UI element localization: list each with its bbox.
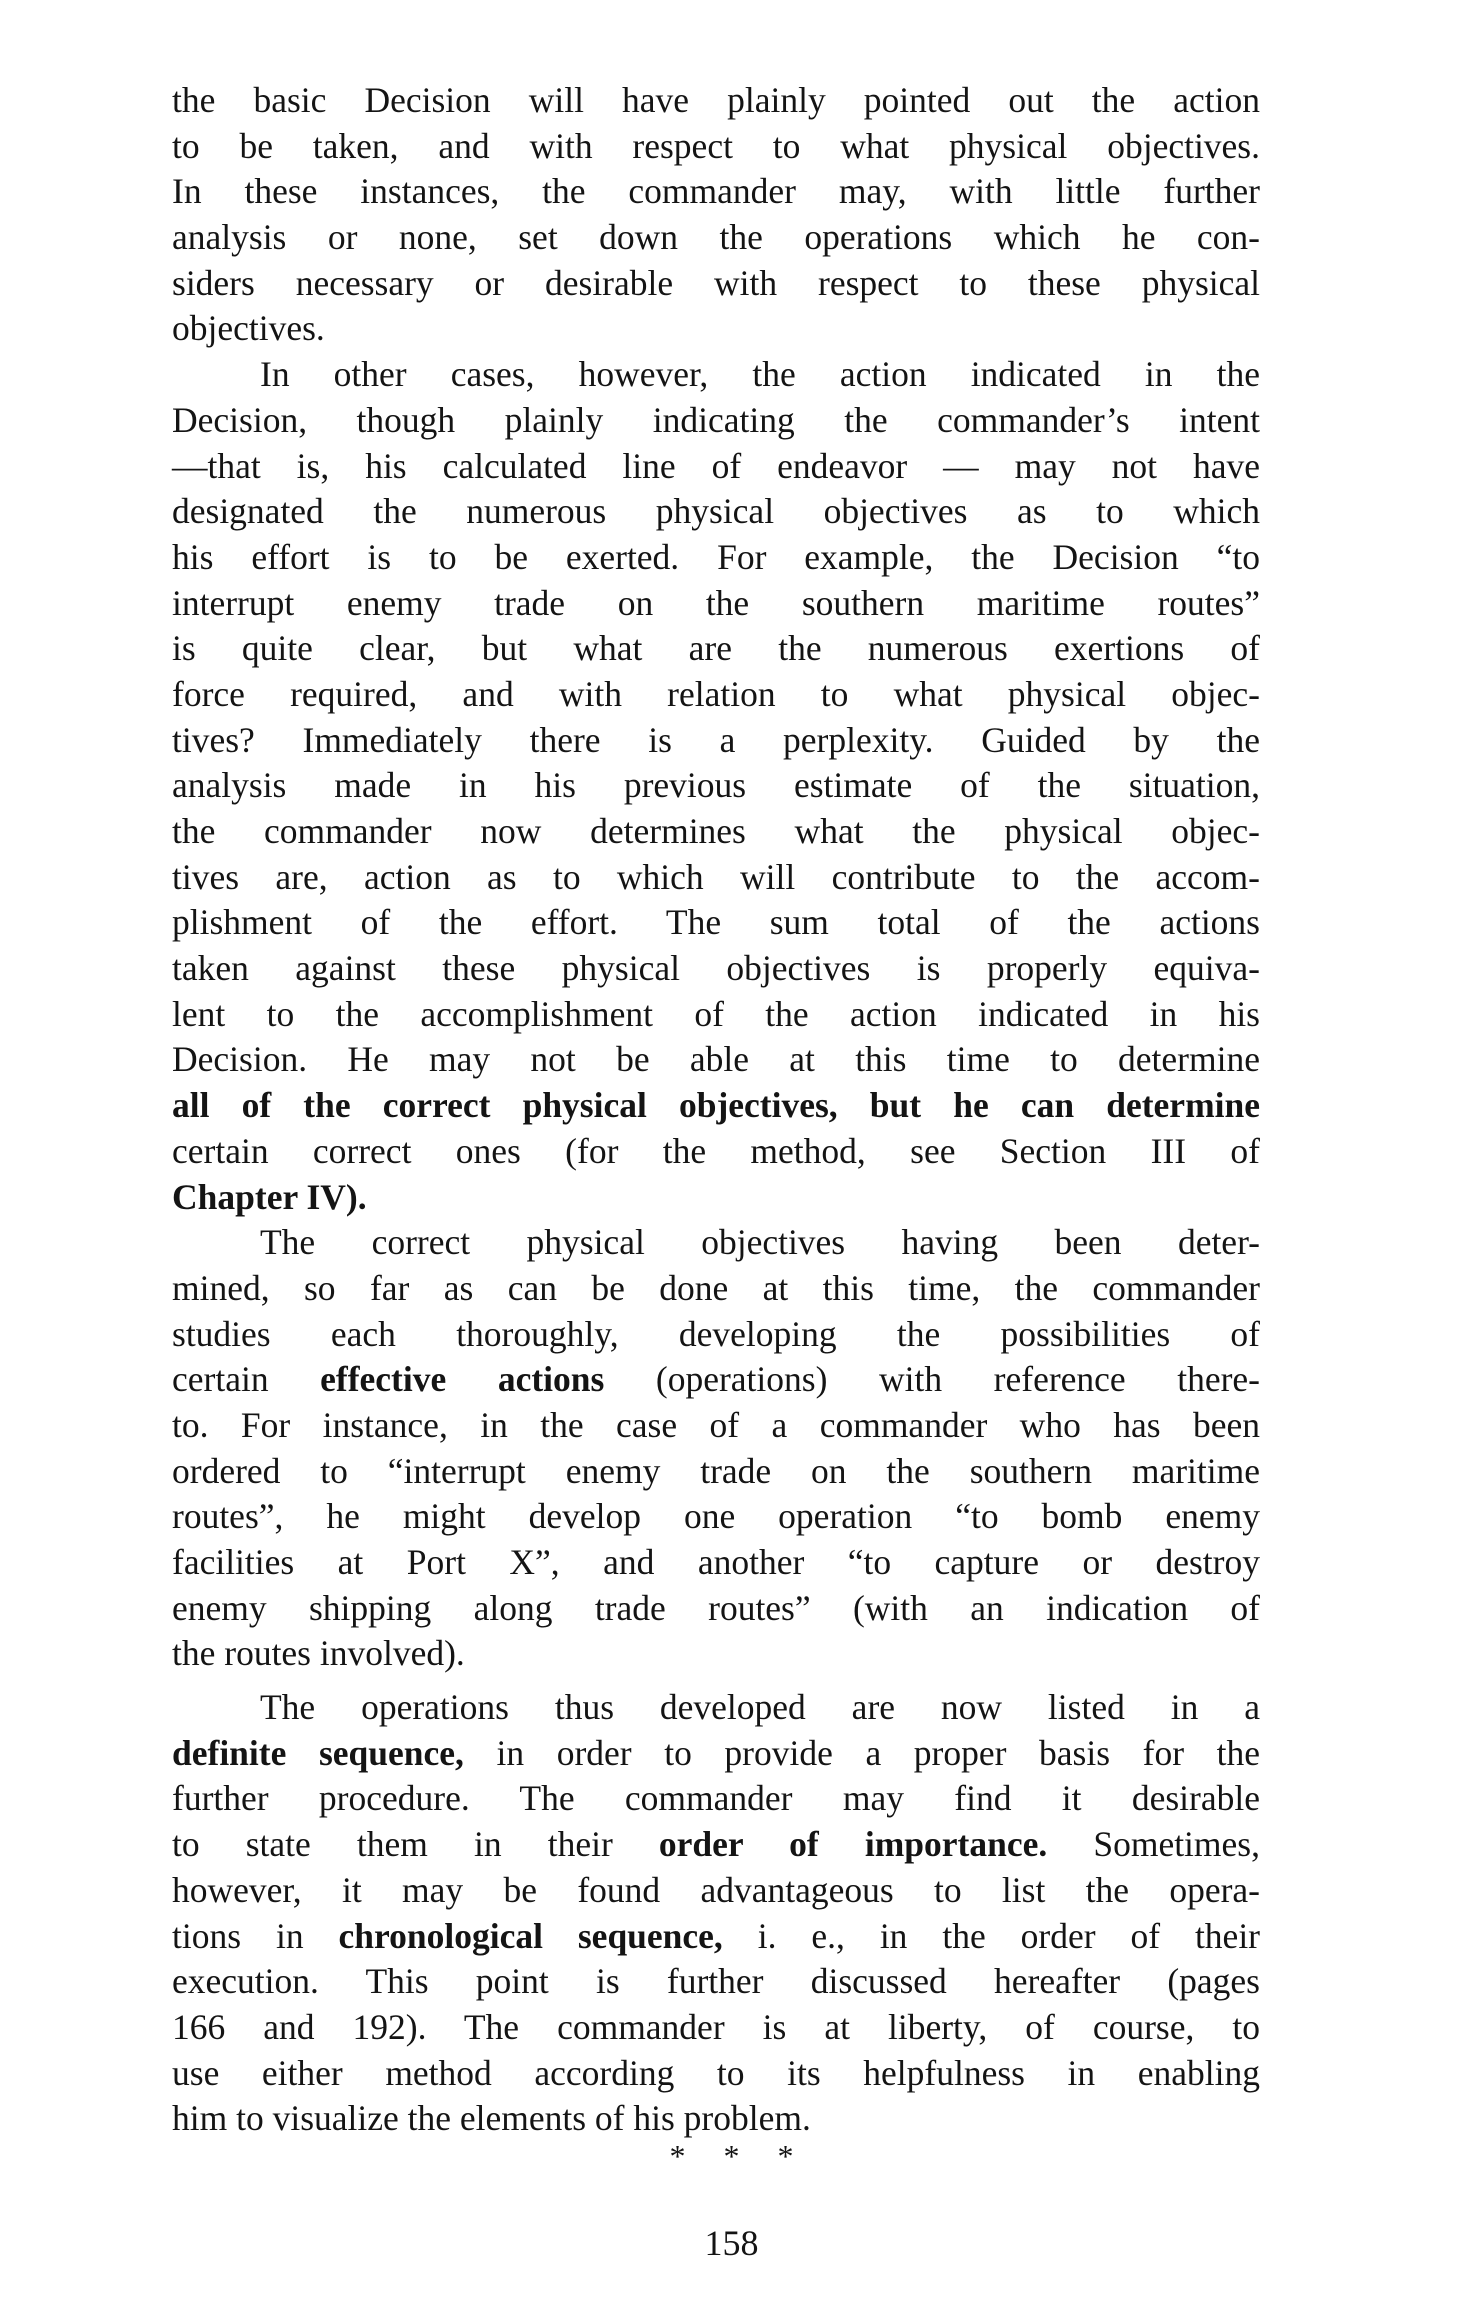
text-line	[172, 946, 1260, 992]
text-line	[172, 124, 1260, 170]
text-run: studies each thoroughly, developing the possibilities of	[172, 1313, 1260, 1354]
text-run: him to visualize the elements of his problem.	[172, 2098, 811, 2139]
text-line	[172, 1494, 1260, 1540]
text-run: in order to provide a proper basis for the	[463, 1732, 1260, 1773]
document-page-body	[172, 78, 1260, 2142]
text-line	[172, 1220, 1260, 1266]
text-run: the routes involved).	[172, 1633, 465, 1674]
text-run: —that is, his calculated line of endeavor — may not have	[172, 445, 1260, 486]
bold-text: all of the correct physical objectives, but he can determine	[172, 1085, 1260, 1126]
text-run: analysis made in his previous estimate of the situation,	[172, 765, 1260, 806]
text-run: is quite clear, but what are the numerous exertions of	[172, 628, 1260, 669]
paragraph	[172, 78, 1260, 352]
text-line	[172, 1776, 1260, 1822]
text-line	[172, 1959, 1260, 2005]
text-line	[172, 352, 1260, 398]
text-line	[172, 1449, 1260, 1495]
text-run: siders necessary or desirable with respect to these physical	[172, 262, 1260, 303]
text-line	[172, 1540, 1260, 1586]
text-run: execution. This point is further discussed hereafter (pages	[172, 1961, 1260, 2002]
text-line	[172, 78, 1260, 124]
text-run: enemy shipping along trade routes” (with an indication of	[172, 1587, 1260, 1628]
bold-text: definite sequence,	[172, 1732, 464, 1773]
text-line	[172, 855, 1260, 901]
text-line	[172, 169, 1260, 215]
text-run: Decision. He may not be able at this time to determine	[172, 1039, 1260, 1080]
text-line	[172, 1731, 1260, 1777]
text-run: Sometimes,	[1047, 1824, 1260, 1865]
text-run: the commander now determines what the physical objec-	[172, 811, 1260, 851]
text-run: Decision, though plainly indicating the commander’s intent	[172, 399, 1260, 440]
text-run: certain correct ones (for the method, see Section III of	[172, 1130, 1260, 1171]
text-run: to be taken, and with respect to what physical objectives.	[172, 125, 1260, 166]
text-line	[172, 581, 1260, 627]
text-line	[172, 1175, 1260, 1221]
text-line	[172, 215, 1260, 261]
text-run: analysis or none, set down the operations which he con-	[172, 217, 1260, 258]
text-line	[172, 1822, 1260, 1868]
text-run: (operations) with reference there-	[604, 1359, 1260, 1400]
text-line	[172, 2051, 1260, 2097]
section-separator: * * *	[669, 2138, 794, 2174]
text-line	[172, 2096, 1260, 2142]
text-line	[172, 763, 1260, 809]
text-line	[172, 1083, 1260, 1129]
text-run: mined, so far as can be done at this time, the commander	[172, 1267, 1260, 1308]
text-line	[172, 306, 1260, 352]
text-line	[172, 1914, 1260, 1960]
paragraph	[172, 1220, 1260, 1677]
text-run: 166 and 192). The commander is at liberty, of course, to	[172, 2006, 1260, 2047]
text-line	[172, 809, 1260, 855]
text-run: interrupt enemy trade on the southern maritime routes”	[172, 582, 1260, 623]
text-line	[172, 398, 1260, 444]
text-line	[172, 1129, 1260, 1175]
text-line	[172, 261, 1260, 307]
text-run: however, it may be found advantageous to list the opera-	[172, 1869, 1260, 1910]
text-run: The operations thus developed are now listed in a	[260, 1687, 1260, 1728]
text-line	[172, 1403, 1260, 1449]
bold-text: effective actions	[320, 1359, 605, 1400]
text-run: force required, and with relation to what physical objec-	[172, 673, 1260, 714]
text-line	[172, 535, 1260, 581]
text-run: further procedure. The commander may find it desirable	[172, 1778, 1260, 1819]
bold-text: order of importance.	[658, 1824, 1048, 1865]
text-run: plishment of the effort. The sum total of the actions	[172, 902, 1260, 943]
text-run: to. For instance, in the case of a commander who has been	[172, 1404, 1260, 1445]
text-run: his effort is to be exerted. For example, the Decision “to	[172, 536, 1260, 577]
page-number: 158	[704, 2223, 759, 2263]
text-line	[172, 1685, 1260, 1731]
text-run: the basic Decision will have plainly pointed out the action	[172, 80, 1260, 120]
text-run: to state them in their	[172, 1824, 659, 1865]
text-run: In these instances, the commander may, with little further	[172, 171, 1260, 212]
text-run: taken against these physical objectives is properly equiva-	[172, 948, 1260, 989]
text-line	[172, 489, 1260, 535]
text-line	[172, 444, 1260, 490]
text-line	[172, 2005, 1260, 2051]
text-run: The correct physical objectives having been deter-	[260, 1222, 1260, 1263]
text-run: certain	[172, 1359, 321, 1400]
text-run: routes”, he might develop one operation “to bomb enemy	[172, 1496, 1260, 1537]
text-line	[172, 718, 1260, 764]
text-run: designated the numerous physical objectives as to which	[172, 491, 1260, 532]
text-run: tions in	[172, 1915, 339, 1956]
text-line	[172, 992, 1260, 1038]
text-line	[172, 1266, 1260, 1312]
text-run: ordered to “interrupt enemy trade on the southern maritime	[172, 1450, 1260, 1491]
text-run: In other cases, however, the action indicated in the	[260, 354, 1260, 395]
text-line	[172, 900, 1260, 946]
text-line	[172, 1312, 1260, 1358]
bold-text: Chapter IV).	[172, 1176, 367, 1217]
text-line	[172, 1868, 1260, 1914]
text-run: use either method according to its helpfulness in enabling	[172, 2052, 1260, 2093]
text-line	[172, 626, 1260, 672]
text-run: tives are, action as to which will contribute to the accom-	[172, 856, 1260, 897]
text-run: i. e., in the order of their	[722, 1915, 1260, 1956]
paragraph	[172, 352, 1260, 1220]
text-line	[172, 1586, 1260, 1632]
text-run: lent to the accomplishment of the action indicated in his	[172, 993, 1260, 1034]
text-line	[172, 1631, 1260, 1677]
text-run: facilities at Port X”, and another “to capture or destroy	[172, 1542, 1260, 1582]
paragraph	[172, 1685, 1260, 2142]
text-run: objectives.	[172, 308, 325, 349]
text-line	[172, 1357, 1260, 1403]
text-line	[172, 1037, 1260, 1083]
text-line	[172, 672, 1260, 718]
text-run: tives? Immediately there is a perplexity. Guided by the	[172, 719, 1260, 760]
bold-text: chronological sequence,	[338, 1915, 723, 1956]
